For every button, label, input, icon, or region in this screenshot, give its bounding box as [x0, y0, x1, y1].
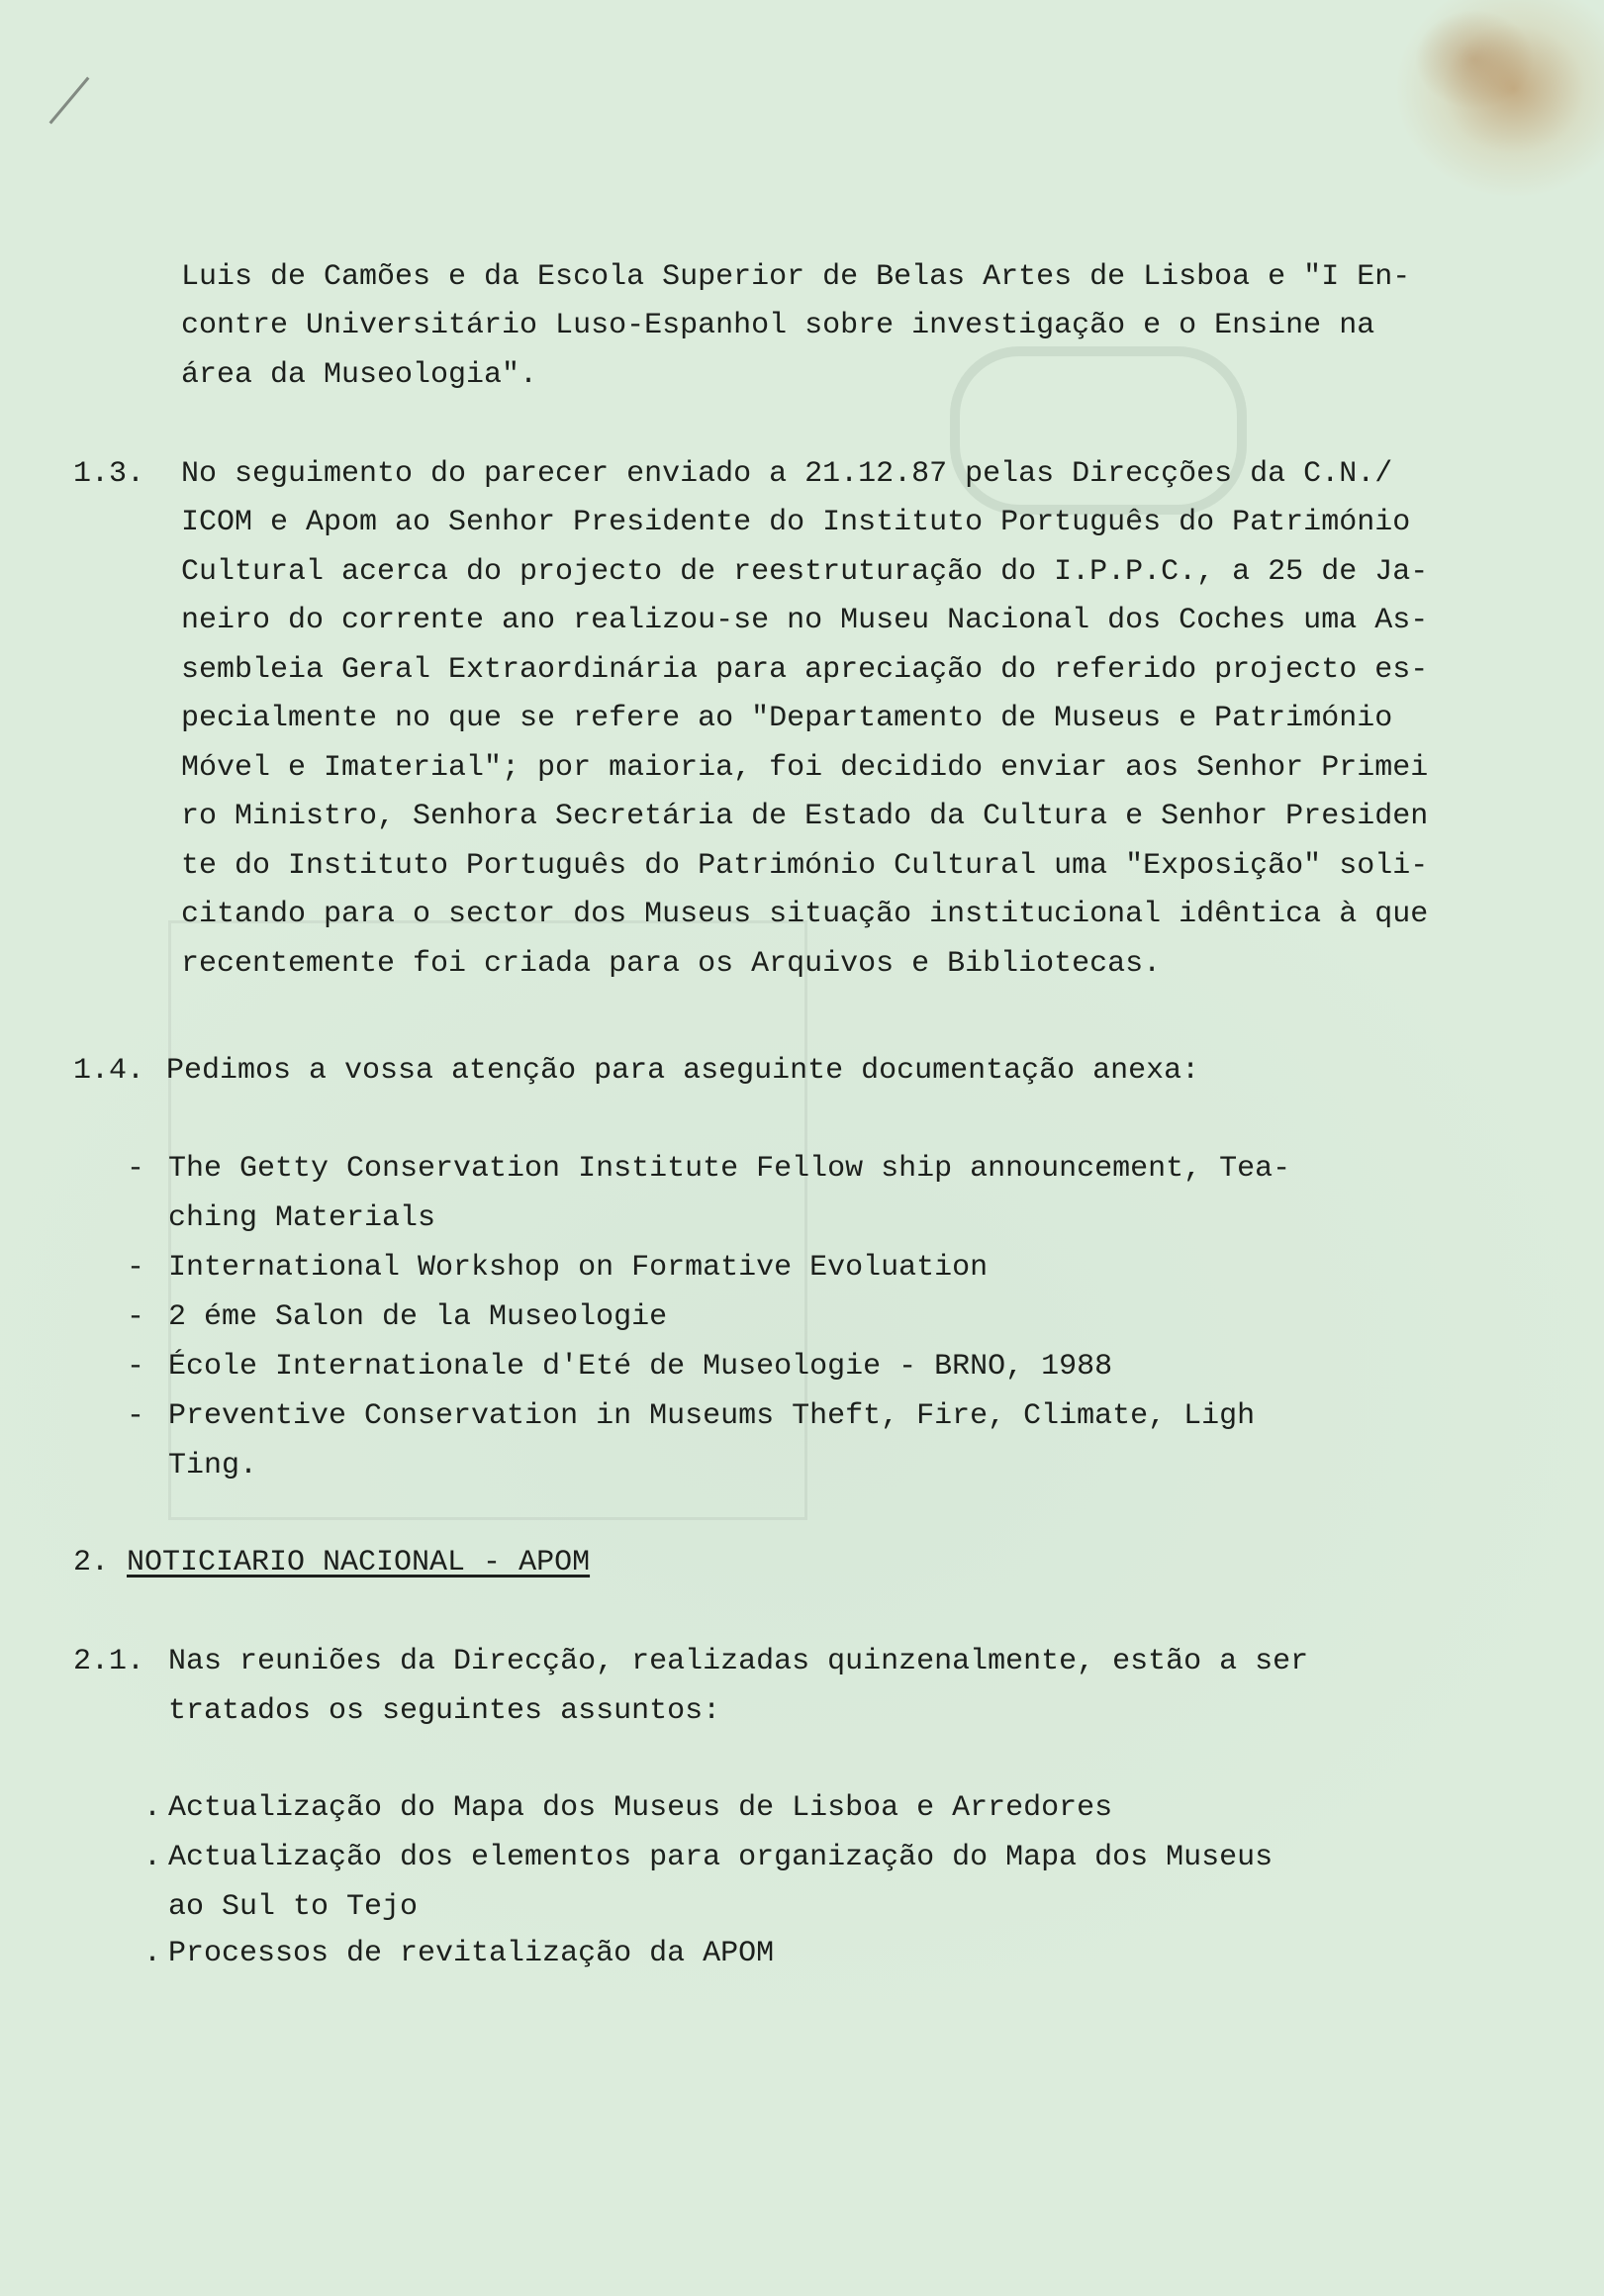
paragraph-line: Móvel e Imaterial"; por maioria, foi decidido enviar aos Senhor Primei [181, 751, 1429, 785]
paragraph-line: recentemente foi criada para os Arquivos e Bibliotecas. [181, 947, 1162, 981]
paragraph-line: ICOM e Apom ao Senhor Presidente do Instituto Português do Património [181, 506, 1411, 539]
intro-line: área da Museologia". [181, 358, 538, 392]
list-dash: - [127, 1350, 145, 1384]
paragraph-line: ro Ministro, Senhora Secretária de Estado da Cultura e Senhor Presiden [181, 800, 1429, 833]
bullet-mark: . [143, 1791, 162, 1825]
list-dash: - [127, 1152, 145, 1186]
paragraph-line: Pedimos a vossa atenção para aseguinte documentação anexa: [166, 1054, 1200, 1088]
list-item: Ting. [168, 1449, 258, 1483]
bullet-item: Actualização do Mapa dos Museus de Lisboa e Arredores [168, 1791, 1113, 1825]
list-dash: - [127, 1399, 145, 1433]
list-item: ching Materials [168, 1201, 436, 1235]
bullet-item: Processos de revitalização da APOM [168, 1937, 775, 1970]
paragraph-line: Nas reuniões da Direcção, realizadas quinzenalmente, estão a ser [168, 1645, 1309, 1678]
section-number: 2.1. [73, 1645, 145, 1678]
intro-line: contre Universitário Luso-Espanhol sobre investigação e o Ensine na [181, 309, 1375, 342]
paragraph-line: No seguimento do parecer enviado a 21.12.87 pelas Direcções da C.N./ [181, 457, 1393, 491]
paragraph-line: neiro do corrente ano realizou-se no Museu Nacional dos Coches uma As- [181, 604, 1429, 637]
list-item: École Internationale d'Eté de Museologie - BRNO, 1988 [168, 1350, 1113, 1384]
paragraph-line: pecialmente no que se refere ao "Departamento de Museus e Património [181, 702, 1393, 735]
intro-line: Luis de Camões e da Escola Superior de Belas Artes de Lisboa e "I En- [181, 260, 1411, 294]
section-number: 2. [73, 1546, 110, 1579]
paragraph-line: te do Instituto Português do Património Cultural uma "Exposição" soli- [181, 849, 1429, 883]
bullet-mark: . [143, 1937, 162, 1970]
list-item: 2 éme Salon de la Museologie [168, 1300, 668, 1334]
paragraph-line: citando para o sector dos Museus situação institucional idêntica à que [181, 898, 1429, 931]
bullet-item: ao Sul to Tejo [168, 1890, 419, 1924]
paragraph-line: Cultural acerca do projecto de reestruturação do I.P.P.C., a 25 de Ja- [181, 555, 1429, 589]
section-heading: NOTICIARIO NACIONAL - APOM [127, 1546, 591, 1579]
bullet-mark: . [143, 1841, 162, 1874]
bullet-item: Actualização dos elementos para organização do Mapa dos Museus [168, 1841, 1274, 1874]
paragraph-line: tratados os seguintes assuntos: [168, 1694, 721, 1728]
list-item: The Getty Conservation Institute Fellow ship announcement, Tea- [168, 1152, 1291, 1186]
section-number: 1.4. [73, 1054, 145, 1088]
list-item: International Workshop on Formative Evoluation [168, 1251, 989, 1285]
list-item: Preventive Conservation in Museums Theft, Fire, Climate, Ligh [168, 1399, 1256, 1433]
list-dash: - [127, 1251, 145, 1285]
paragraph-line: sembleia Geral Extraordinária para apreciação do referido projecto es- [181, 653, 1429, 687]
list-dash: - [127, 1300, 145, 1334]
section-number: 1.3. [73, 457, 145, 491]
